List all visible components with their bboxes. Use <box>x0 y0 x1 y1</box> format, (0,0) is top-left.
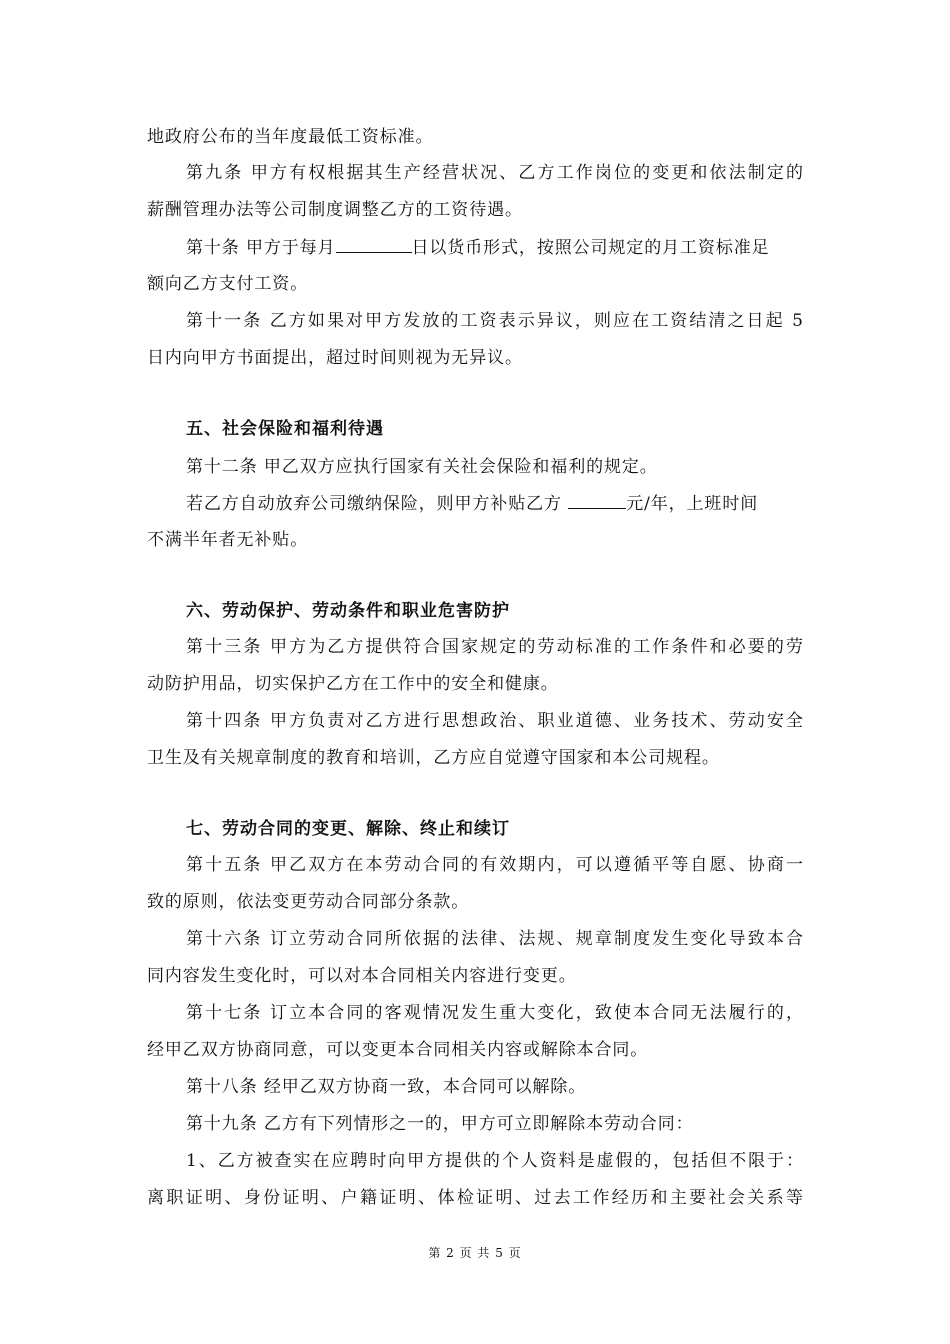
article12-line3: 不满半年者无补贴。 <box>147 530 309 550</box>
article13-line2: 动防护用品，切实保护乙方在工作中的安全和健康。 <box>147 674 559 694</box>
article9-continuation: 地政府公布的当年度最低工资标准。 <box>147 127 434 147</box>
article15-line2: 致的原则，依法变更劳动合同部分条款。 <box>147 892 470 912</box>
article11-line2: 日内向甲方书面提出，超过时间则视为无异议。 <box>147 348 523 368</box>
article11-line1: 第十一条 乙方如果对甲方发放的工资表示异议，则应在工资结清之日起 5 <box>186 311 803 331</box>
article12-text-pre: 若乙方自动放弃公司缴纳保险，则甲方补贴乙方 <box>186 494 569 514</box>
article14-line1: 第十四条 甲方负责对乙方进行思想政治、职业道德、业务技术、劳动安全 <box>186 711 803 731</box>
article18-line: 第十八条 经甲乙双方协商一致，本合同可以解除。 <box>186 1077 587 1097</box>
article9-line1: 第九条 甲方有权根据其生产经营状况、乙方工作岗位的变更和依法制定的 <box>186 163 803 183</box>
article9-line2: 薪酬管理办法等公司制度调整乙方的工资待遇。 <box>147 200 523 220</box>
page-footer: 第 2 页 共 5 页 <box>428 1246 522 1260</box>
article12-line1: 第十二条 甲乙双方应执行国家有关社会保险和福利的规定。 <box>186 457 658 477</box>
date-blank <box>336 235 412 253</box>
article10-text-post: 日以货币形式，按照公司规定的月工资标准足 <box>411 238 770 258</box>
article19-item1-line2: 离职证明、身份证明、户籍证明、体检证明、过去工作经历和主要社会关系等 <box>147 1188 803 1208</box>
subsidy-blank <box>568 491 626 509</box>
article10-line1 <box>186 235 770 260</box>
article19-line: 第十九条 乙方有下列情形之一的，甲方可立即解除本劳动合同： <box>186 1114 694 1134</box>
article12-text-post: 元/年，上班时间 <box>626 494 759 514</box>
article19-item1-line1: 1、乙方被查实在应聘时向甲方提供的个人资料是虚假的，包括但不限于： <box>186 1151 803 1171</box>
section6-heading: 六、劳动保护、劳动条件和职业危害防护 <box>186 601 510 621</box>
article12-line2 <box>186 491 758 516</box>
section7-heading: 七、劳动合同的变更、解除、终止和续订 <box>186 819 510 839</box>
section5-heading: 五、社会保险和福利待遇 <box>186 419 384 439</box>
article10-text-pre: 第十条 甲方于每月 <box>186 238 336 258</box>
article13-line1: 第十三条 甲方为乙方提供符合国家规定的劳动标准的工作条件和必要的劳 <box>186 637 803 657</box>
article14-line2: 卫生及有关规章制度的教育和培训，乙方应自觉遵守国家和本公司规程。 <box>147 748 720 768</box>
article15-line1: 第十五条 甲乙双方在本劳动合同的有效期内，可以遵循平等自愿、协商一 <box>186 855 803 875</box>
article16-line1: 第十六条 订立劳动合同所依据的法律、法规、规章制度发生变化导致本合 <box>186 929 803 949</box>
article17-line1: 第十七条 订立本合同的客观情况发生重大变化，致使本合同无法履行的， <box>186 1003 803 1023</box>
article16-line2: 同内容发生变化时，可以对本合同相关内容进行变更。 <box>147 966 577 986</box>
article10-line2: 额向乙方支付工资。 <box>147 274 309 294</box>
article17-line2: 经甲乙双方协商同意，可以变更本合同相关内容或解除本合同。 <box>147 1040 649 1060</box>
